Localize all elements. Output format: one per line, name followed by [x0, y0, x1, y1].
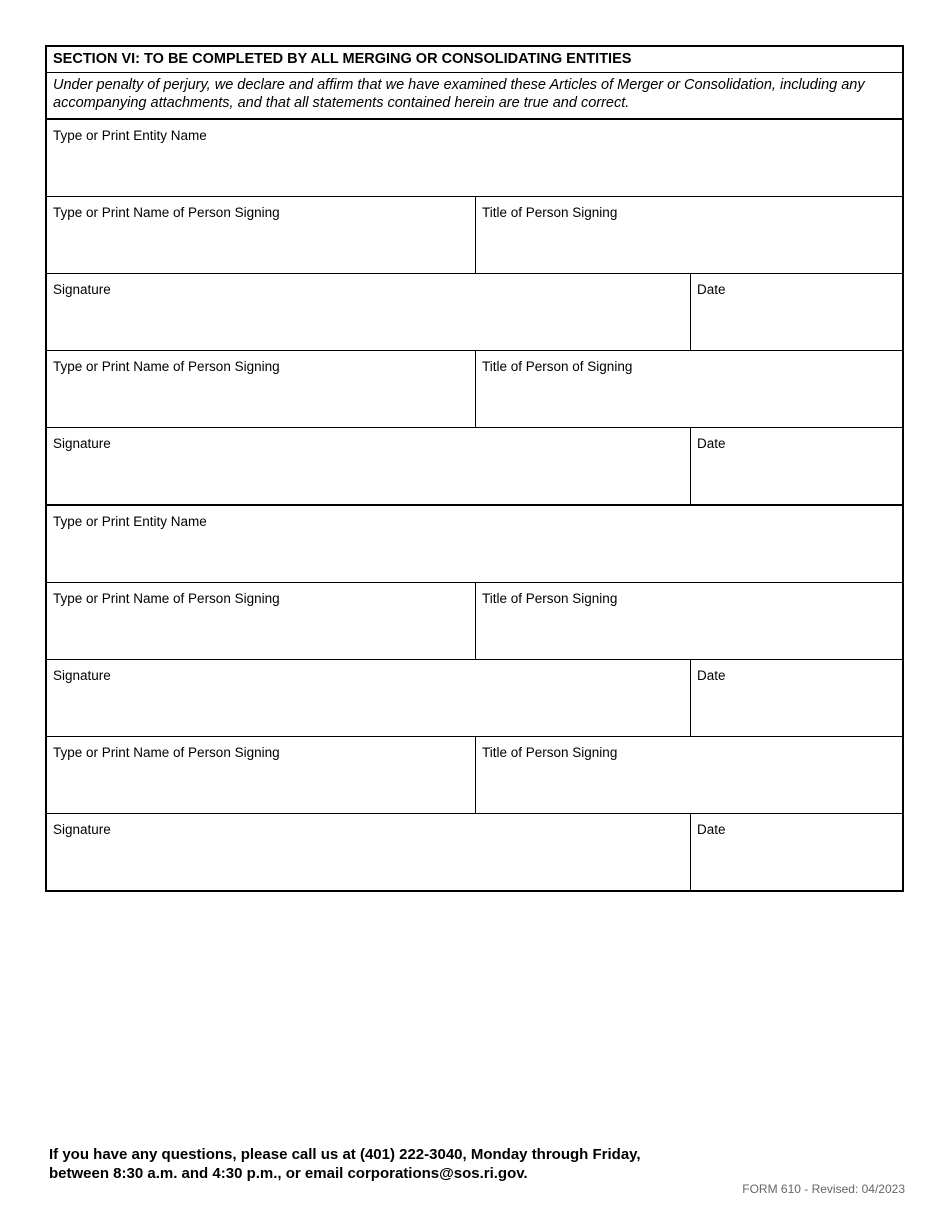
entity-1-signer-1-signature-label: Signature: [53, 282, 111, 297]
entity-2-signer-1-date-label: Date: [697, 668, 726, 683]
entity-1-signer-1-title-label: Title of Person Signing: [482, 205, 618, 220]
entity-2-signer-2-signature-row: [47, 813, 902, 890]
entity-1-signer-2-signature-label: Signature: [53, 436, 111, 451]
entity-2-signer-1-signature-field[interactable]: [47, 660, 690, 736]
entity-2-name-field[interactable]: [47, 506, 902, 582]
entity-1-name-row: [47, 118, 902, 196]
entity-2-signer-1-row: [47, 582, 902, 659]
section-header-row: [47, 47, 902, 72]
entity-1-signer-2-date-field[interactable]: [690, 428, 902, 504]
entity-1-name-label: Type or Print Entity Name: [53, 128, 207, 143]
entity-2-signer-1-title-field[interactable]: [475, 583, 902, 659]
entity-1-signer-2-row: [47, 350, 902, 427]
declaration-text: Under penalty of perjury, we declare and affirm that we have examined these Articles of Merger or Consolidation, including any accompanying attachments, and that all statements contained herein are true and correct.: [53, 77, 865, 111]
entity-2-signer-1-date-field[interactable]: [690, 660, 902, 736]
entity-1-signer-2-name-label: Type or Print Name of Person Signing: [53, 359, 280, 374]
entity-2-signer-2-name-field[interactable]: [47, 737, 475, 813]
entity-2-signer-1-name-label: Type or Print Name of Person Signing: [53, 591, 280, 606]
entity-2-signer-2-signature-field[interactable]: [47, 814, 690, 890]
entity-1-signer-1-date-field[interactable]: [690, 274, 902, 350]
form-number: FORM 610 - Revised: 04/2023: [742, 1182, 905, 1196]
entity-2-name-label: Type or Print Entity Name: [53, 514, 207, 529]
entity-1-signer-2-date-label: Date: [697, 436, 726, 451]
entity-1-signer-1-signature-field[interactable]: [47, 274, 690, 350]
entity-2-signer-1-signature-row: [47, 659, 902, 736]
entity-2-signer-2-title-label: Title of Person Signing: [482, 745, 618, 760]
entity-1-signer-2-name-field[interactable]: [47, 351, 475, 427]
entity-2-signer-2-row: [47, 736, 902, 813]
contact-line-2: between 8:30 a.m. and 4:30 p.m., or email corporations@sos.ri.gov.: [49, 1165, 528, 1182]
entity-2-signer-1-title-label: Title of Person Signing: [482, 591, 618, 606]
declaration-row: [47, 72, 902, 118]
entity-1-signer-1-signature-row: [47, 273, 902, 350]
entity-2-signer-2-title-field[interactable]: [475, 737, 902, 813]
entity-1-name-field[interactable]: [47, 120, 902, 196]
signature-section-form: [45, 45, 904, 892]
entity-1-signer-2-signature-field[interactable]: [47, 428, 690, 504]
entity-1-signer-1-title-field[interactable]: [475, 197, 902, 273]
contact-footer: [49, 1145, 641, 1183]
entity-2-name-row: [47, 504, 902, 582]
entity-1-signer-1-date-label: Date: [697, 282, 726, 297]
entity-1-signer-2-title-field[interactable]: [475, 351, 902, 427]
entity-2-signer-2-date-field[interactable]: [690, 814, 902, 890]
section-title: SECTION VI: TO BE COMPLETED BY ALL MERGING OR CONSOLIDATING ENTITIES: [53, 51, 632, 67]
entity-1-signer-1-row: [47, 196, 902, 273]
entity-2-signer-2-signature-label: Signature: [53, 822, 111, 837]
entity-1-signer-2-signature-row: [47, 427, 902, 504]
contact-line-1: If you have any questions, please call us at (401) 222-3040, Monday through Friday,: [49, 1146, 641, 1163]
entity-2-signer-1-signature-label: Signature: [53, 668, 111, 683]
entity-1-signer-1-name-label: Type or Print Name of Person Signing: [53, 205, 280, 220]
entity-2-signer-2-date-label: Date: [697, 822, 726, 837]
entity-1-signer-2-title-label: Title of Person of Signing: [482, 359, 633, 374]
entity-2-signer-1-name-field[interactable]: [47, 583, 475, 659]
entity-2-signer-2-name-label: Type or Print Name of Person Signing: [53, 745, 280, 760]
entity-1-signer-1-name-field[interactable]: [47, 197, 475, 273]
